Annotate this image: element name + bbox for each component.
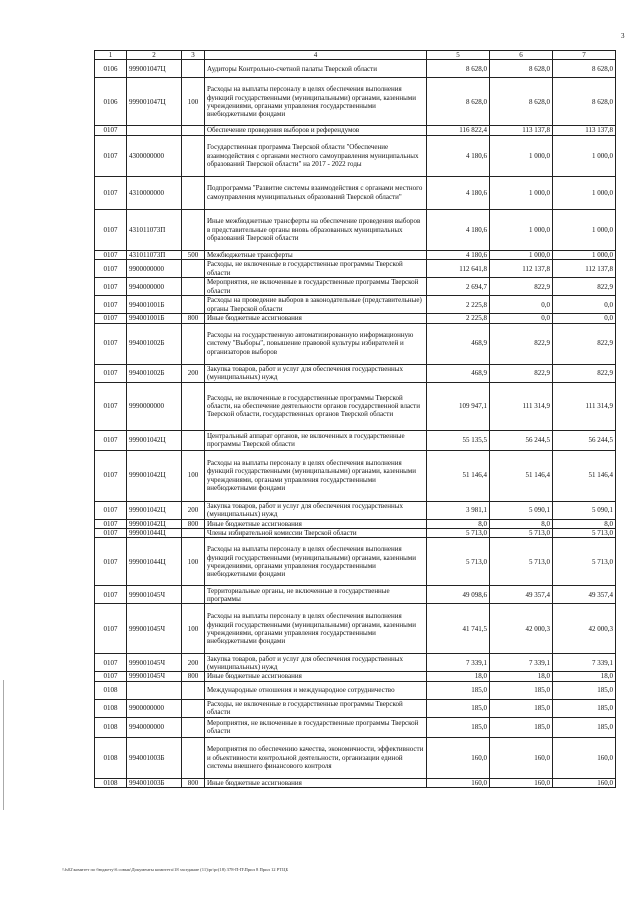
amount-year-1: 468,9 bbox=[427, 364, 490, 382]
amount-year-2: 7 339,1 bbox=[490, 654, 553, 672]
target-code: 994001001Б bbox=[127, 296, 182, 314]
amount-year-3: 5 090,1 bbox=[553, 501, 616, 519]
expense-type bbox=[182, 176, 205, 209]
target-code: 994001002Б bbox=[127, 323, 182, 364]
budget-table bbox=[94, 50, 616, 788]
amount-year-1: 4 180,6 bbox=[427, 176, 490, 209]
table-row bbox=[95, 737, 616, 778]
amount-year-1: 185,0 bbox=[427, 681, 490, 699]
amount-year-1: 185,0 bbox=[427, 717, 490, 737]
target-code: 9900000000 bbox=[127, 699, 182, 717]
target-code: 994001002Б bbox=[127, 364, 182, 382]
header-col-4: 4 bbox=[205, 51, 427, 60]
expense-type bbox=[182, 717, 205, 737]
amount-year-3: 112 137,8 bbox=[553, 260, 616, 278]
table-row bbox=[95, 60, 616, 78]
target-code: 431011073П bbox=[127, 250, 182, 259]
section-code: 0107 bbox=[95, 382, 127, 430]
item-name: Закупка товаров, работ и услуг для обеспечения государственных (муниципальных) нужд bbox=[205, 364, 427, 382]
item-name: Обеспечение проведения выборов и референдумов bbox=[205, 126, 427, 135]
expense-type bbox=[182, 699, 205, 717]
amount-year-2: 160,0 bbox=[490, 778, 553, 787]
amount-year-2: 185,0 bbox=[490, 717, 553, 737]
header-col-6: 6 bbox=[490, 51, 553, 60]
expense-type bbox=[182, 60, 205, 78]
table-row bbox=[95, 699, 616, 717]
expense-type: 800 bbox=[182, 778, 205, 787]
section-code: 0108 bbox=[95, 778, 127, 787]
amount-year-2: 822,9 bbox=[490, 278, 553, 296]
target-code bbox=[127, 126, 182, 135]
item-name: Расходы, не включенные в государственные программы Тверской области bbox=[205, 260, 427, 278]
target-code: 999001042Ц bbox=[127, 501, 182, 519]
table-row bbox=[95, 278, 616, 296]
amount-year-2: 8 628,0 bbox=[490, 78, 553, 126]
table-row bbox=[95, 176, 616, 209]
amount-year-2: 1 000,0 bbox=[490, 250, 553, 259]
item-name: Мероприятия по обеспечению качества, экономичности, эффективности и объективности контрольной деятельности, организации единой системы внешнего финансового контроля bbox=[205, 737, 427, 778]
amount-year-3: 160,0 bbox=[553, 778, 616, 787]
section-code: 0107 bbox=[95, 176, 127, 209]
item-name: Расходы на проведение выборов в законодательные (представительные) органы Тверской области bbox=[205, 296, 427, 314]
table-row bbox=[95, 430, 616, 450]
amount-year-1: 185,0 bbox=[427, 699, 490, 717]
target-code: 999001047Ц bbox=[127, 60, 182, 78]
amount-year-1: 5 713,0 bbox=[427, 529, 490, 538]
amount-year-1: 2 225,8 bbox=[427, 296, 490, 314]
amount-year-3: 822,9 bbox=[553, 278, 616, 296]
amount-year-2: 822,9 bbox=[490, 364, 553, 382]
amount-year-1: 8 628,0 bbox=[427, 60, 490, 78]
expense-type: 200 bbox=[182, 364, 205, 382]
amount-year-2: 8 628,0 bbox=[490, 60, 553, 78]
section-code: 0107 bbox=[95, 278, 127, 296]
expense-type: 800 bbox=[182, 314, 205, 323]
amount-year-3: 0,0 bbox=[553, 296, 616, 314]
table-row bbox=[95, 296, 616, 314]
item-name: Центральный аппарат органов, не включенных в государственные программы Тверской области bbox=[205, 430, 427, 450]
table-row bbox=[95, 314, 616, 323]
amount-year-1: 160,0 bbox=[427, 778, 490, 787]
item-name: Иные бюджетные ассигнования bbox=[205, 314, 427, 323]
amount-year-3: 111 314,9 bbox=[553, 382, 616, 430]
header-col-2: 2 bbox=[127, 51, 182, 60]
section-code: 0107 bbox=[95, 250, 127, 259]
header-col-7: 7 bbox=[553, 51, 616, 60]
item-name: Иные бюджетные ассигнования bbox=[205, 519, 427, 528]
expense-type: 100 bbox=[182, 604, 205, 654]
section-code: 0107 bbox=[95, 519, 127, 528]
target-code bbox=[127, 681, 182, 699]
header-col-3: 3 bbox=[182, 51, 205, 60]
expense-type bbox=[182, 260, 205, 278]
target-code: 994001001Б bbox=[127, 314, 182, 323]
target-code: 9990000000 bbox=[127, 382, 182, 430]
amount-year-1: 160,0 bbox=[427, 737, 490, 778]
amount-year-1: 4 180,6 bbox=[427, 250, 490, 259]
amount-year-1: 3 981,1 bbox=[427, 501, 490, 519]
amount-year-1: 41 741,5 bbox=[427, 604, 490, 654]
target-code: 9900000000 bbox=[127, 260, 182, 278]
expense-type bbox=[182, 737, 205, 778]
section-code: 0107 bbox=[95, 323, 127, 364]
amount-year-2: 8,0 bbox=[490, 519, 553, 528]
table-row bbox=[95, 538, 616, 586]
section-code: 0107 bbox=[95, 654, 127, 672]
item-name: Межбюджетные трансферты bbox=[205, 250, 427, 259]
item-name: Расходы, не включенные в государственные программы Тверской области bbox=[205, 699, 427, 717]
footer-path: \\fs02\комитет по бюджету\б.совык\Документы комитета\18 заседание (11)\pr\pr(18) 378-П-П\Прил 8 Прил 12 РТЦБ bbox=[62, 867, 289, 872]
amount-year-2: 113 137,8 bbox=[490, 126, 553, 135]
table-row bbox=[95, 126, 616, 135]
table-row bbox=[95, 364, 616, 382]
amount-year-3: 51 146,4 bbox=[553, 450, 616, 501]
amount-year-1: 49 098,6 bbox=[427, 586, 490, 604]
section-code: 0107 bbox=[95, 538, 127, 586]
amount-year-3: 1 000,0 bbox=[553, 250, 616, 259]
section-code: 0107 bbox=[95, 501, 127, 519]
amount-year-2: 1 000,0 bbox=[490, 209, 553, 250]
target-code: 999001042Ц bbox=[127, 450, 182, 501]
expense-type bbox=[182, 430, 205, 450]
amount-year-3: 8 628,0 bbox=[553, 60, 616, 78]
section-code: 0107 bbox=[95, 450, 127, 501]
expense-type bbox=[182, 681, 205, 699]
amount-year-3: 1 000,0 bbox=[553, 176, 616, 209]
section-code: 0107 bbox=[95, 314, 127, 323]
expense-type bbox=[182, 586, 205, 604]
amount-year-1: 4 180,6 bbox=[427, 209, 490, 250]
section-code: 0107 bbox=[95, 529, 127, 538]
item-name: Расходы на выплаты персоналу в целях обеспечения выполнения функций государственными (муниципальными) органами, казенными учреждениями, органами управления государственными внебюджетными фондами bbox=[205, 78, 427, 126]
target-code: 999001047Ц bbox=[127, 78, 182, 126]
table-row bbox=[95, 323, 616, 364]
amount-year-2: 56 244,5 bbox=[490, 430, 553, 450]
amount-year-3: 185,0 bbox=[553, 681, 616, 699]
amount-year-1: 109 947,1 bbox=[427, 382, 490, 430]
section-code: 0107 bbox=[95, 586, 127, 604]
section-code: 0108 bbox=[95, 717, 127, 737]
amount-year-2: 160,0 bbox=[490, 737, 553, 778]
amount-year-2: 111 314,9 bbox=[490, 382, 553, 430]
item-name: Аудиторы Контрольно-счетной палаты Тверской области bbox=[205, 60, 427, 78]
amount-year-1: 55 135,5 bbox=[427, 430, 490, 450]
item-name: Территориальные органы, не включенные в государственные программы bbox=[205, 586, 427, 604]
item-name: Расходы на государственную автоматизированную информационную систему "Выборы", повышение правовой культуры избирателей и организаторов выборов bbox=[205, 323, 427, 364]
item-name: Расходы, не включенные в государственные программы Тверской области, на обеспечение деятельности органов государственной власти Тверской области, государственных органов Тверской области bbox=[205, 382, 427, 430]
table-row bbox=[95, 654, 616, 672]
amount-year-1: 116 822,4 bbox=[427, 126, 490, 135]
amount-year-2: 0,0 bbox=[490, 314, 553, 323]
expense-type bbox=[182, 529, 205, 538]
target-code: 999001042Ц bbox=[127, 430, 182, 450]
amount-year-3: 185,0 bbox=[553, 717, 616, 737]
item-name: Закупка товаров, работ и услуг для обеспечения государственных (муниципальных) нужд bbox=[205, 654, 427, 672]
amount-year-1: 5 713,0 bbox=[427, 538, 490, 586]
amount-year-3: 8 628,0 bbox=[553, 78, 616, 126]
section-code: 0107 bbox=[95, 430, 127, 450]
section-code: 0107 bbox=[95, 672, 127, 681]
amount-year-1: 2 694,7 bbox=[427, 278, 490, 296]
target-code: 999001044Ц bbox=[127, 529, 182, 538]
expense-type bbox=[182, 126, 205, 135]
item-name: Иные межбюджетные трансферты на обеспечение проведения выборов в представительные органы вновь образованных муниципальных образований Тверской области bbox=[205, 209, 427, 250]
expense-type bbox=[182, 323, 205, 364]
section-code: 0108 bbox=[95, 681, 127, 699]
target-code: 9940000000 bbox=[127, 278, 182, 296]
amount-year-3: 42 000,3 bbox=[553, 604, 616, 654]
amount-year-3: 7 339,1 bbox=[553, 654, 616, 672]
item-name: Расходы на выплаты персоналу в целях обеспечения выполнения функций государственными (муниципальными) органами, казенными учреждениями, органами управления государственными внебюджетными фондами bbox=[205, 450, 427, 501]
expense-type: 200 bbox=[182, 501, 205, 519]
expense-type: 100 bbox=[182, 450, 205, 501]
amount-year-1: 8 628,0 bbox=[427, 78, 490, 126]
amount-year-3: 56 244,5 bbox=[553, 430, 616, 450]
amount-year-1: 7 339,1 bbox=[427, 654, 490, 672]
section-code: 0107 bbox=[95, 260, 127, 278]
item-name: Государственная программа Тверской области "Обеспечение взаимодействия с органами местного самоуправления муниципальных образований Тверской области" на 2017 - 2022 годы bbox=[205, 135, 427, 176]
amount-year-3: 8,0 bbox=[553, 519, 616, 528]
amount-year-2: 0,0 bbox=[490, 296, 553, 314]
target-code: 994001003Б bbox=[127, 737, 182, 778]
expense-type bbox=[182, 382, 205, 430]
amount-year-2: 49 357,4 bbox=[490, 586, 553, 604]
table-row bbox=[95, 450, 616, 501]
amount-year-2: 18,0 bbox=[490, 672, 553, 681]
expense-type: 800 bbox=[182, 672, 205, 681]
table-row bbox=[95, 586, 616, 604]
amount-year-3: 5 713,0 bbox=[553, 538, 616, 586]
target-code: 999001045Ч bbox=[127, 654, 182, 672]
amount-year-3: 5 713,0 bbox=[553, 529, 616, 538]
amount-year-2: 1 000,0 bbox=[490, 176, 553, 209]
item-name: Иные бюджетные ассигнования bbox=[205, 778, 427, 787]
table-row bbox=[95, 604, 616, 654]
target-code: 4300000000 bbox=[127, 135, 182, 176]
expense-type: 500 bbox=[182, 250, 205, 259]
margin-line bbox=[3, 680, 4, 810]
target-code: 9940000000 bbox=[127, 717, 182, 737]
amount-year-2: 42 000,3 bbox=[490, 604, 553, 654]
table-row bbox=[95, 501, 616, 519]
amount-year-3: 113 137,8 bbox=[553, 126, 616, 135]
table-row bbox=[95, 681, 616, 699]
amount-year-1: 468,9 bbox=[427, 323, 490, 364]
header-col-5: 5 bbox=[427, 51, 490, 60]
table-row bbox=[95, 250, 616, 259]
section-code: 0107 bbox=[95, 135, 127, 176]
item-name: Члены избирательной комиссии Тверской области bbox=[205, 529, 427, 538]
item-name: Расходы на выплаты персоналу в целях обеспечения выполнения функций государственными (муниципальными) органами, казенными учреждениями, органами управления государственными внебюджетными фондами bbox=[205, 538, 427, 586]
amount-year-3: 49 357,4 bbox=[553, 586, 616, 604]
amount-year-1: 18,0 bbox=[427, 672, 490, 681]
amount-year-3: 185,0 bbox=[553, 699, 616, 717]
section-code: 0108 bbox=[95, 699, 127, 717]
amount-year-3: 1 000,0 bbox=[553, 209, 616, 250]
item-name: Мероприятия, не включенные в государственные программы Тверской области bbox=[205, 717, 427, 737]
section-code: 0106 bbox=[95, 60, 127, 78]
expense-type bbox=[182, 209, 205, 250]
amount-year-2: 5 090,1 bbox=[490, 501, 553, 519]
table-row bbox=[95, 382, 616, 430]
expense-type: 800 bbox=[182, 519, 205, 528]
page-number: 3 bbox=[621, 32, 625, 40]
amount-year-1: 4 180,6 bbox=[427, 135, 490, 176]
target-code: 999001045Ч bbox=[127, 672, 182, 681]
amount-year-1: 112 641,8 bbox=[427, 260, 490, 278]
section-code: 0107 bbox=[95, 126, 127, 135]
amount-year-3: 1 000,0 bbox=[553, 135, 616, 176]
table-row bbox=[95, 778, 616, 787]
table-row bbox=[95, 672, 616, 681]
table-row bbox=[95, 529, 616, 538]
amount-year-2: 5 713,0 bbox=[490, 538, 553, 586]
amount-year-2: 5 713,0 bbox=[490, 529, 553, 538]
item-name: Международные отношения и международное сотрудничество bbox=[205, 681, 427, 699]
section-code: 0107 bbox=[95, 296, 127, 314]
amount-year-1: 2 225,8 bbox=[427, 314, 490, 323]
amount-year-2: 51 146,4 bbox=[490, 450, 553, 501]
amount-year-3: 822,9 bbox=[553, 364, 616, 382]
expense-type: 200 bbox=[182, 654, 205, 672]
target-code: 999001044Ц bbox=[127, 538, 182, 586]
expense-type bbox=[182, 278, 205, 296]
expense-type: 100 bbox=[182, 538, 205, 586]
table-row bbox=[95, 260, 616, 278]
expense-type bbox=[182, 296, 205, 314]
header-col-1: 1 bbox=[95, 51, 127, 60]
target-code: 4310000000 bbox=[127, 176, 182, 209]
item-name: Иные бюджетные ассигнования bbox=[205, 672, 427, 681]
item-name: Мероприятия, не включенные в государственные программы Тверской области bbox=[205, 278, 427, 296]
target-code: 999001045Ч bbox=[127, 604, 182, 654]
amount-year-1: 51 146,4 bbox=[427, 450, 490, 501]
item-name: Расходы на выплаты персоналу в целях обеспечения выполнения функций государственными (муниципальными) органами, казенными учреждениями, органами управления государственными внебюджетными фондами bbox=[205, 604, 427, 654]
amount-year-3: 0,0 bbox=[553, 314, 616, 323]
amount-year-2: 1 000,0 bbox=[490, 135, 553, 176]
target-code: 999001045Ч bbox=[127, 586, 182, 604]
expense-type bbox=[182, 135, 205, 176]
item-name: Подпрограмма "Развитие системы взаимодействия с органами местного самоуправления муниципальных образований Тверской области" bbox=[205, 176, 427, 209]
amount-year-2: 822,9 bbox=[490, 323, 553, 364]
amount-year-2: 112 137,8 bbox=[490, 260, 553, 278]
amount-year-3: 822,9 bbox=[553, 323, 616, 364]
section-code: 0106 bbox=[95, 78, 127, 126]
table-body bbox=[95, 60, 616, 788]
section-code: 0107 bbox=[95, 364, 127, 382]
amount-year-2: 185,0 bbox=[490, 699, 553, 717]
table-row bbox=[95, 135, 616, 176]
table-row bbox=[95, 78, 616, 126]
section-code: 0107 bbox=[95, 209, 127, 250]
target-code: 994001003Б bbox=[127, 778, 182, 787]
amount-year-3: 18,0 bbox=[553, 672, 616, 681]
section-code: 0107 bbox=[95, 604, 127, 654]
expense-type: 100 bbox=[182, 78, 205, 126]
amount-year-1: 8,0 bbox=[427, 519, 490, 528]
header-row bbox=[95, 51, 616, 60]
table-row bbox=[95, 209, 616, 250]
target-code: 999001042Ц bbox=[127, 519, 182, 528]
section-code: 0108 bbox=[95, 737, 127, 778]
table-row bbox=[95, 519, 616, 528]
item-name: Закупка товаров, работ и услуг для обеспечения государственных (муниципальных) нужд bbox=[205, 501, 427, 519]
amount-year-3: 160,0 bbox=[553, 737, 616, 778]
target-code: 431011073П bbox=[127, 209, 182, 250]
table-row bbox=[95, 717, 616, 737]
amount-year-2: 185,0 bbox=[490, 681, 553, 699]
